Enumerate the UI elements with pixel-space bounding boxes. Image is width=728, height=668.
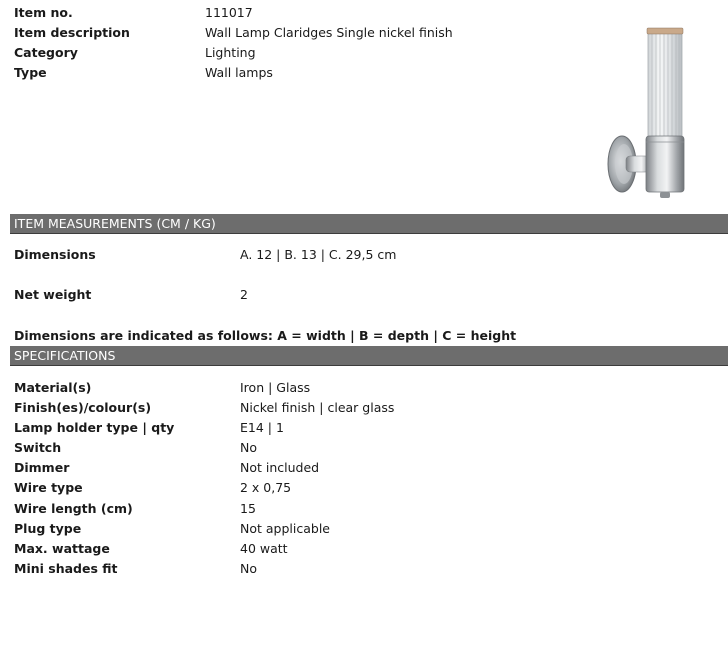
spec-value: Nickel finish | clear glass xyxy=(240,400,395,415)
specifications-header: SPECIFICATIONS xyxy=(10,346,728,366)
spec-value: 2 x 0,75 xyxy=(240,480,292,495)
category-label: Category xyxy=(14,45,78,60)
spec-value: No xyxy=(240,440,257,455)
spec-label: Wire length (cm) xyxy=(14,501,133,516)
spec-label: Switch xyxy=(14,440,62,455)
spec-value: Iron | Glass xyxy=(240,380,311,395)
spec-label: Material(s) xyxy=(14,380,92,395)
spec-value: Not applicable xyxy=(240,521,330,536)
spec-label: Finish(es)/colour(s) xyxy=(14,400,152,415)
type-label: Type xyxy=(14,65,47,80)
spec-label: Max. wattage xyxy=(14,541,110,556)
dimensions-note: Dimensions are indicated as follows: A = width | B = depth | C = height xyxy=(14,328,517,343)
category-value: Lighting xyxy=(205,45,256,60)
spec-label: Plug type xyxy=(14,521,82,536)
item-description-value: Wall Lamp Claridges Single nickel finish xyxy=(205,25,453,40)
item-no-label: Item no. xyxy=(14,5,73,20)
spec-label: Wire type xyxy=(14,480,83,495)
dimensions-label: Dimensions xyxy=(14,247,96,262)
spec-label: Mini shades fit xyxy=(14,561,118,576)
measurements-header: ITEM MEASUREMENTS (CM / KG) xyxy=(10,214,728,234)
type-value: Wall lamps xyxy=(205,65,273,80)
spec-label: Lamp holder type | qty xyxy=(14,420,175,435)
product-image xyxy=(604,18,688,212)
net-weight-value: 2 xyxy=(240,287,248,302)
spec-value: 15 xyxy=(240,501,256,516)
spec-value: Not included xyxy=(240,460,320,475)
spec-value: 40 watt xyxy=(240,541,288,556)
item-description-label: Item description xyxy=(14,25,130,40)
spec-value: No xyxy=(240,561,257,576)
net-weight-label: Net weight xyxy=(14,287,92,302)
spec-value: E14 | 1 xyxy=(240,420,284,435)
item-no-value: 111017 xyxy=(205,5,253,20)
spec-label: Dimmer xyxy=(14,460,70,475)
dimensions-value: A. 12 | B. 13 | C. 29,5 cm xyxy=(240,247,397,262)
